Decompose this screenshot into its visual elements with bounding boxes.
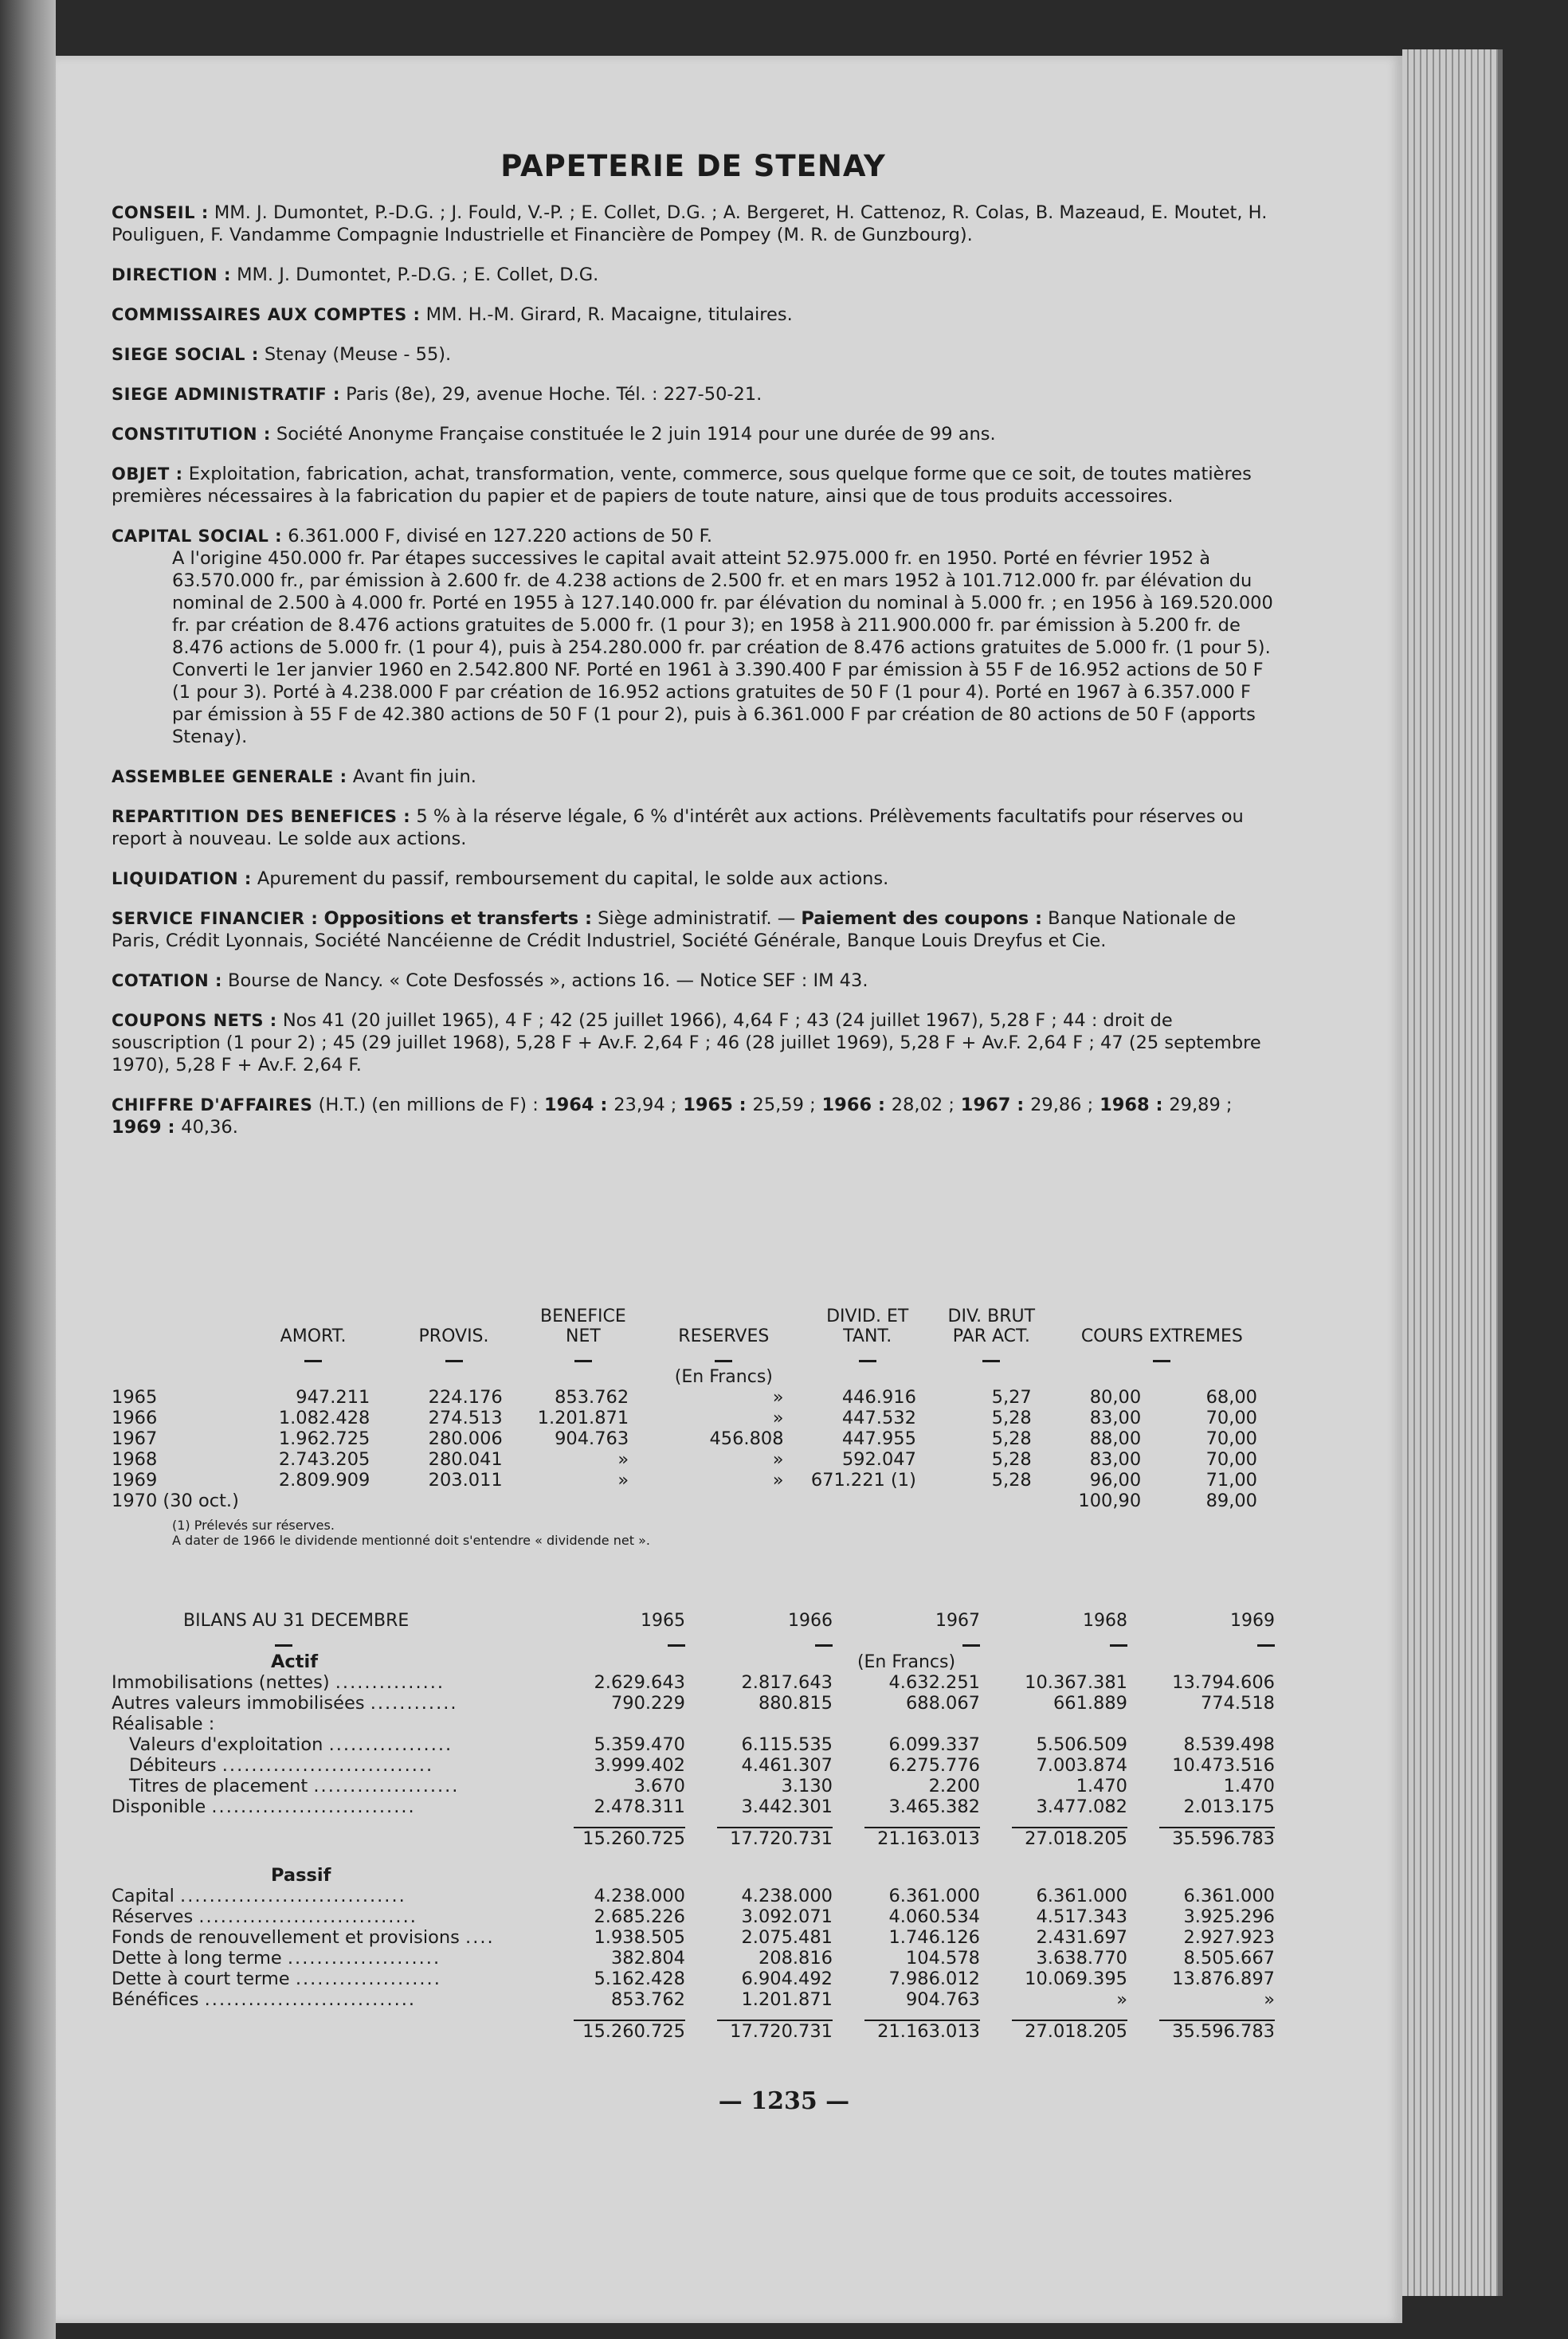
bilans-unit: (En Francs) [857, 1651, 956, 1672]
actif-label: Autres valeurs immobilisées ............ [112, 1693, 458, 1714]
text-repartition: 5 % à la réserve légale, 6 % d'intérêt aux actions. Prélèvements facultatifs pour réserves ou report à nouveau. Le solde aux actions. [112, 806, 1244, 849]
bilans-year-1965: 1965 [641, 1611, 685, 1631]
text-capital: 6.361.000 F, divisé en 127.220 actions de 50 F. [288, 526, 713, 547]
section-coupons [112, 1009, 1275, 1076]
results-cell: 447.532 [841, 1408, 916, 1428]
section-chiffre [112, 1094, 1275, 1138]
service-text-1: Siège administratif. — [598, 908, 796, 929]
leader-dots: ............................. [221, 1755, 434, 1776]
actif-total [112, 1817, 1275, 1849]
chiffre-year: 1964 : [543, 1095, 614, 1115]
results-header-div-brut: DIV. BRUT PAR ACT. [947, 1307, 1036, 1346]
results-cell: » [617, 1449, 629, 1470]
actif-value: 2.478.311 [594, 1796, 685, 1817]
leader-dots: ............... [335, 1672, 445, 1693]
results-grid [112, 1307, 1275, 1511]
section-liquidation [112, 868, 1275, 890]
facing-page-edge [0, 0, 56, 2339]
chiffre-year: 1968 : [1093, 1095, 1170, 1115]
results-cell: 274.513 [428, 1408, 503, 1428]
text-chiffre: (H.T.) (en millions de F) : [318, 1095, 539, 1115]
passif-label: Passif [271, 1865, 331, 1886]
passif-value: 904.763 [905, 1989, 980, 2010]
actif-total-value: 21.163.013 [877, 1828, 980, 1849]
label-assemblee: ASSEMBLEE GENERALE : [112, 767, 347, 786]
results-year: 1966 [112, 1408, 158, 1428]
section-cotation [112, 970, 1275, 992]
actif-value: 3.670 [633, 1776, 685, 1796]
text-conseil: MM. J. Dumontet, P.-D.G. ; J. Fould, V.-P. ; E. Collet, D.G. ; A. Bergeret, H. Cattenoz, R. Colas, B. Mazeaud, E. Moutet, H. Pouliguen, F. Vandamme Compagnie Industrielle et Financière de Pompey (M. R. de Gunzbourg). [112, 202, 1268, 245]
actif-value: 5.359.470 [594, 1734, 685, 1755]
capital-history-1: A l'origine 450.000 fr. Par étapes successives le capital avait atteint 52.975.000 fr. en 1950. Porté en février 1952 à 63.570.000 fr., par émission à 2.600 fr. de 4.238 actions de 2.500 fr. et en mars 1952 à 101.712.000 fr. par élévation du nominal de 2.500 à 4.000 fr. Porté en 1955 à 127.140.000 fr. par élévation du nominal à 5.000 fr. ; en 1956 à 169.520.000 fr. par création de 8.476 actions gratuites de 5.000 fr. (1 pour 3); en 1958 à 211.900.000 fr. par émission à 5.200 fr. de 8.476 actions de 5.000 fr. (1 pour 4), puis à 254.280.000 fr. par création de 8.476 actions gratuites de 5.000 fr. (1 pour 5). [172, 548, 1273, 658]
results-cell: 96,00 [1089, 1470, 1142, 1491]
actif-value: 3.130 [781, 1776, 833, 1796]
passif-value: 208.816 [758, 1948, 833, 1969]
chiffre-value: 23,94 ; [613, 1095, 677, 1115]
leader-dots: .... [465, 1927, 495, 1948]
results-cell: 1.962.725 [278, 1428, 370, 1449]
passif-label: Dette à long terme ..................... [112, 1948, 441, 1969]
actif-label: Immobilisations (nettes) ............... [112, 1672, 445, 1693]
actif-value: 13.794.606 [1172, 1672, 1275, 1693]
bilans-year-1967: 1967 [935, 1611, 980, 1631]
actif-row [112, 1672, 1275, 1693]
section-siege-social [112, 343, 1275, 366]
label-liquidation: LIQUIDATION : [112, 869, 252, 888]
results-cell [934, 1491, 1049, 1511]
chiffre-value: 25,59 ; [752, 1095, 816, 1115]
leader-dots: .................... [295, 1969, 441, 1989]
bilans-grid [112, 1611, 1275, 2042]
label-capital: CAPITAL SOCIAL : [112, 527, 283, 546]
actif-value: 7.003.874 [1036, 1755, 1127, 1776]
actif-value: 10.473.516 [1172, 1755, 1275, 1776]
header-dash [1257, 1644, 1275, 1647]
actif-value [980, 1714, 1127, 1734]
actif-row [112, 1755, 1275, 1776]
passif-total-value: 17.720.731 [730, 2021, 833, 2042]
passif-row [112, 1989, 1275, 2010]
passif-value: 4.238.000 [741, 1886, 833, 1906]
chiffre-year: 1966 : [815, 1095, 892, 1115]
results-cell: 1.201.871 [537, 1408, 629, 1428]
results-cell: 671.221 (1) [810, 1470, 916, 1491]
page-content [112, 149, 1275, 1156]
passif-value: 7.986.012 [888, 1969, 980, 1989]
text-constitution: Société Anonyme Française constituée le 2 juin 1914 pour une durée de 99 ans. [276, 424, 996, 445]
results-cell: 88,00 [1089, 1428, 1142, 1449]
results-cell [520, 1491, 646, 1511]
label-direction: DIRECTION : [112, 265, 231, 284]
chiffre-value: 28,02 ; [891, 1095, 955, 1115]
actif-total-value: 27.018.205 [1025, 1828, 1127, 1849]
section-constitution [112, 423, 1275, 445]
actif-row [112, 1693, 1275, 1714]
actif-value: 1.470 [1223, 1776, 1275, 1796]
passif-value: 382.804 [610, 1948, 685, 1969]
results-cell: 1.082.428 [278, 1408, 370, 1428]
actif-value: 2.200 [928, 1776, 980, 1796]
bilans-table [112, 1611, 1275, 2042]
results-cell [387, 1491, 519, 1511]
passif-row [112, 1948, 1275, 1969]
passif-total-row [112, 2021, 1275, 2042]
label-service: SERVICE FINANCIER : [112, 909, 319, 928]
results-cell: 904.763 [555, 1428, 629, 1449]
header-dash [445, 1360, 463, 1362]
leader-dots: ............................ [211, 1796, 416, 1817]
results-cell: 947.211 [296, 1387, 370, 1408]
results-header-amort: AMORT. [280, 1326, 347, 1346]
results-cell: 70,00 [1205, 1449, 1257, 1470]
actif-value: 6.099.337 [888, 1734, 980, 1755]
actif-value: 6.115.535 [741, 1734, 833, 1755]
passif-value: 13.876.897 [1172, 1969, 1275, 1989]
actif-value: 774.518 [1200, 1693, 1275, 1714]
label-constitution: CONSTITUTION : [112, 425, 271, 444]
actif-body [112, 1672, 1275, 1817]
actif-total-value: 17.720.731 [730, 1828, 833, 1849]
passif-row [112, 1969, 1275, 1989]
results-cell: 80,00 [1089, 1387, 1142, 1408]
actif-value: 3.465.382 [888, 1796, 980, 1817]
actif-value: 688.067 [905, 1693, 980, 1714]
label-repartition: REPARTITION DES BENEFICES : [112, 807, 411, 826]
results-row [112, 1449, 1275, 1470]
actif-total-value: 35.596.783 [1172, 1828, 1275, 1849]
service-key-2: Paiement des coupons : [801, 908, 1042, 929]
results-cell: 446.916 [841, 1387, 916, 1408]
label-coupons: COUPONS NETS : [112, 1011, 277, 1030]
label-conseil: CONSEIL : [112, 203, 209, 222]
actif-value: 4.632.251 [888, 1672, 980, 1693]
actif-label: Actif [271, 1651, 319, 1672]
passif-value: 3.638.770 [1036, 1948, 1127, 1969]
results-header-divid: DIVID. ET TANT. [826, 1307, 909, 1346]
passif-value: 4.517.343 [1036, 1906, 1127, 1927]
chiffre-value: 29,86 ; [1030, 1095, 1094, 1115]
results-cell: » [772, 1449, 784, 1470]
results-cell [646, 1491, 801, 1511]
chiffre-year: 1965 : [676, 1095, 753, 1115]
results-note-1: (1) Prélevés sur réserves. [172, 1518, 335, 1533]
passif-value: 10.069.395 [1025, 1969, 1127, 1989]
header-dash [982, 1360, 1000, 1362]
results-cell: 68,00 [1205, 1387, 1257, 1408]
passif-label: Réserves .............................. [112, 1906, 417, 1927]
chiffre-year: 1969 : [112, 1117, 182, 1138]
results-row [112, 1470, 1275, 1491]
passif-total-value: 21.163.013 [877, 2021, 980, 2042]
actif-value: 790.229 [610, 1693, 685, 1714]
actif-value: 3.477.082 [1036, 1796, 1127, 1817]
passif-row [112, 1906, 1275, 1927]
text-siege-admin: Paris (8e), 29, avenue Hoche. Tél. : 227-50-21. [346, 384, 762, 405]
results-year: 1968 [112, 1449, 158, 1470]
chiffre-year: 1967 : [954, 1095, 1031, 1115]
results-cell: 70,00 [1205, 1428, 1257, 1449]
results-cell: 592.047 [841, 1449, 916, 1470]
section-capital [112, 525, 1275, 748]
actif-value: 661.889 [1053, 1693, 1127, 1714]
passif-value: 2.927.923 [1183, 1927, 1275, 1948]
bilans-title: BILANS AU 31 DECEMBRE [183, 1611, 410, 1631]
leader-dots: ................. [328, 1734, 453, 1755]
section-conseil [112, 202, 1275, 246]
results-cell [802, 1491, 934, 1511]
results-cell: 71,00 [1205, 1470, 1257, 1491]
text-coupons: Nos 41 (20 juillet 1965), 4 F ; 42 (25 juillet 1966), 4,64 F ; 43 (24 juillet 1967), 5,28 F ; 44 : droit de souscription (1 pour 2) ; 45 (29 juillet 1968), 5,28 F + Av.F. 2,64 F ; 46 (28 juillet 1969), 5,28 F + Av.F. 2,64 F ; 47 (25 septembre 1970), 5,28 F + Av.F. 2,64 F. [112, 1010, 1261, 1075]
results-cell: 2.743.205 [278, 1449, 370, 1470]
passif-value: 1.201.871 [741, 1989, 833, 2010]
header-dash [304, 1360, 322, 1362]
header-dash [859, 1360, 876, 1362]
leader-dots: ............ [370, 1693, 458, 1714]
actif-value: 10.367.381 [1025, 1672, 1127, 1693]
bilans-year-1969: 1969 [1230, 1611, 1275, 1631]
results-cell: 224.176 [428, 1387, 503, 1408]
results-cell: 5,28 [991, 1449, 1032, 1470]
results-cell: 456.808 [709, 1428, 784, 1449]
results-note-2: A dater de 1966 le dividende mentionné doit s'entendre « dividende net ». [172, 1533, 650, 1548]
actif-label: Débiteurs ............................. [129, 1755, 434, 1776]
actif-value: 3.442.301 [741, 1796, 833, 1817]
label-commissaires: COMMISSAIRES AUX COMPTES : [112, 305, 421, 324]
results-header-cours: COURS EXTREMES [1080, 1326, 1243, 1346]
actif-row [112, 1714, 1275, 1734]
actif-value: 6.275.776 [888, 1755, 980, 1776]
actif-label: Valeurs d'exploitation ................. [129, 1734, 453, 1755]
label-objet: OBJET : [112, 464, 183, 484]
service-text-2: Banque Nationale de Paris, Crédit Lyonnais, Société Nancéienne de Crédit Industriel, Société Générale, Banque Louis Dreyfus et Cie. [112, 908, 1237, 951]
actif-label: Réalisable : [112, 1714, 215, 1734]
results-cell: » [772, 1387, 784, 1408]
header-dash [1110, 1644, 1127, 1647]
passif-value: 6.361.000 [1183, 1886, 1275, 1906]
service-key-1: Oppositions et transferts : [323, 908, 592, 929]
passif-value: 4.238.000 [594, 1886, 685, 1906]
passif-total [112, 2010, 1275, 2042]
leader-dots: .................... [313, 1776, 460, 1796]
results-cell: 70,00 [1205, 1408, 1257, 1428]
section-direction [112, 264, 1275, 286]
passif-body [112, 1886, 1275, 2010]
results-year: 1967 [112, 1428, 158, 1449]
passif-total-value: 35.596.783 [1172, 2021, 1275, 2042]
actif-value [685, 1714, 833, 1734]
leader-dots: ............................... [180, 1886, 406, 1906]
results-header-provis: PROVIS. [418, 1326, 489, 1346]
results-row [112, 1408, 1275, 1428]
results-cell: 5,28 [991, 1428, 1032, 1449]
leader-dots: .............................. [198, 1906, 417, 1927]
actif-value [1127, 1714, 1275, 1734]
results-header-benefice: BENEFICE NET [540, 1307, 626, 1346]
results-cell: 203.011 [428, 1470, 503, 1491]
page-title: PAPETERIE DE STENAY [500, 149, 886, 183]
text-siege-social: Stenay (Meuse - 55). [264, 344, 452, 365]
label-siege-social: SIEGE SOCIAL : [112, 345, 259, 364]
results-row [112, 1491, 1275, 1511]
label-cotation: COTATION : [112, 971, 222, 990]
actif-row [112, 1776, 1275, 1796]
results-header-reserves: RESERVES [678, 1326, 770, 1346]
section-repartition [112, 805, 1275, 850]
results-cell: » [617, 1470, 629, 1491]
actif-value: 2.629.643 [594, 1672, 685, 1693]
header-dash [668, 1644, 685, 1647]
results-year: 1965 [112, 1387, 158, 1408]
page-number: — 1235 — [718, 2087, 850, 2115]
text-liquidation: Apurement du passif, remboursement du capital, le solde aux actions. [257, 868, 889, 889]
passif-label: Bénéfices ............................. [112, 1989, 417, 2010]
passif-row [112, 1927, 1275, 1948]
results-row [112, 1428, 1275, 1449]
section-siege-admin [112, 383, 1275, 406]
actif-label: Disponible ............................ [112, 1796, 416, 1817]
results-cell: 5,27 [991, 1387, 1032, 1408]
passif-value: 3.925.296 [1183, 1906, 1275, 1927]
actif-total-row [112, 1828, 1275, 1849]
header-dash [715, 1360, 732, 1362]
actif-row [112, 1796, 1275, 1817]
results-header-year [112, 1307, 239, 1346]
text-assemblee: Avant fin juin. [352, 766, 476, 787]
results-table [112, 1307, 1275, 1548]
results-cell: 83,00 [1089, 1408, 1142, 1428]
passif-value: 104.578 [905, 1948, 980, 1969]
label-chiffre: CHIFFRE D'AFFAIRES [112, 1095, 313, 1115]
passif-row [112, 1886, 1275, 1906]
results-year: 1969 [112, 1470, 158, 1491]
text-objet: Exploitation, fabrication, achat, transformation, vente, commerce, sous quelque forme que ce soit, de toutes matières premières nécessaires à la fabrication du papier et de papiers de toute nature, ainsi que de tous produits accessoires. [112, 464, 1252, 507]
results-cell: 100,90 [1078, 1491, 1142, 1511]
results-cell: 2.809.909 [278, 1470, 370, 1491]
actif-value: 3.999.402 [594, 1755, 685, 1776]
leader-dots: ............................. [204, 1989, 417, 2010]
header-dash [574, 1360, 592, 1362]
results-cell: 280.006 [428, 1428, 503, 1449]
passif-value: 853.762 [610, 1989, 685, 2010]
results-cell: 5,28 [991, 1408, 1032, 1428]
passif-value: 2.431.697 [1036, 1927, 1127, 1948]
chiffre-value: 29,89 ; [1169, 1095, 1233, 1115]
passif-value: » [1116, 1989, 1127, 2010]
capital-history-2: Converti le 1er janvier 1960 en 2.542.800 NF. Porté en 1961 à 3.390.400 F par émission à 55 F de 16.952 actions de 50 F (1 pour 3). Porté à 4.238.000 F par création de 16.952 actions gratuites de 50 F (1 pour 4). Porté en 1967 à 6.357.000 F par émission à 55 F de 42.380 actions de 50 F (1 pour 2), puis à 6.361.000 F par création de 80 actions de 50 F (apports Stenay). [172, 660, 1264, 747]
actif-label: Titres de placement .................... [129, 1776, 460, 1796]
results-row [112, 1387, 1275, 1408]
leader-dots: ..................... [287, 1948, 441, 1969]
passif-value: 8.505.667 [1183, 1948, 1275, 1969]
page-stack-edges [1402, 49, 1503, 2296]
passif-total-value: 15.260.725 [582, 2021, 685, 2042]
actif-value [833, 1714, 980, 1734]
passif-value: 2.075.481 [741, 1927, 833, 1948]
text-direction: MM. J. Dumontet, P.-D.G. ; E. Collet, D.G. [237, 264, 599, 285]
results-cell: » [772, 1470, 784, 1491]
results-cell: 83,00 [1089, 1449, 1142, 1470]
actif-value [542, 1714, 685, 1734]
results-year: 1970 (30 oct.) [112, 1491, 239, 1511]
results-cell: 5,28 [991, 1470, 1032, 1491]
section-objet [112, 463, 1275, 507]
results-cell: 89,00 [1205, 1491, 1257, 1511]
results-unit: (En Francs) [674, 1367, 773, 1387]
results-cell: 853.762 [555, 1387, 629, 1408]
actif-value: 5.506.509 [1036, 1734, 1127, 1755]
passif-value: 3.092.071 [741, 1906, 833, 1927]
results-body [112, 1387, 1275, 1511]
passif-label: Dette à court terme .................... [112, 1969, 441, 1989]
header-dash [275, 1644, 292, 1647]
header-dash [815, 1644, 833, 1647]
passif-value: 6.361.000 [1036, 1886, 1127, 1906]
actif-value: 2.013.175 [1183, 1796, 1275, 1817]
passif-value: 4.060.534 [888, 1906, 980, 1927]
passif-value: 1.938.505 [594, 1927, 685, 1948]
results-cell: 447.955 [841, 1428, 916, 1449]
results-cell: 280.041 [428, 1449, 503, 1470]
passif-label: Fonds de renouvellement et provisions .... [112, 1927, 495, 1948]
passif-value: 1.746.126 [888, 1927, 980, 1948]
section-commissaires [112, 304, 1275, 326]
passif-value: 6.904.492 [741, 1969, 833, 1989]
header-dash [962, 1644, 980, 1647]
actif-value: 1.470 [1076, 1776, 1127, 1796]
actif-value: 880.815 [758, 1693, 833, 1714]
passif-value: » [1264, 1989, 1275, 2010]
chiffre-value: 40,36. [181, 1117, 238, 1138]
actif-value: 4.461.307 [741, 1755, 833, 1776]
bilans-year-1966: 1966 [788, 1611, 833, 1631]
actif-value: 2.817.643 [741, 1672, 833, 1693]
text-commissaires: MM. H.-M. Girard, R. Macaigne, titulaires. [425, 304, 793, 325]
label-siege-admin: SIEGE ADMINISTRATIF : [112, 385, 340, 404]
passif-label: Capital ............................... [112, 1886, 406, 1906]
passif-value: 6.361.000 [888, 1886, 980, 1906]
section-service [112, 907, 1275, 952]
passif-value: 2.685.226 [594, 1906, 685, 1927]
passif-total-value: 27.018.205 [1025, 2021, 1127, 2042]
text-cotation: Bourse de Nancy. « Cote Desfossés », actions 16. — Notice SEF : IM 43. [228, 970, 868, 991]
passif-value: 5.162.428 [594, 1969, 685, 1989]
actif-row [112, 1734, 1275, 1755]
bilans-year-1968: 1968 [1083, 1611, 1127, 1631]
actif-value: 8.539.498 [1183, 1734, 1275, 1755]
actif-total-value: 15.260.725 [582, 1828, 685, 1849]
results-cell [239, 1491, 387, 1511]
header-dash [1153, 1360, 1170, 1362]
section-assemblee [112, 766, 1275, 788]
results-cell: » [772, 1408, 784, 1428]
